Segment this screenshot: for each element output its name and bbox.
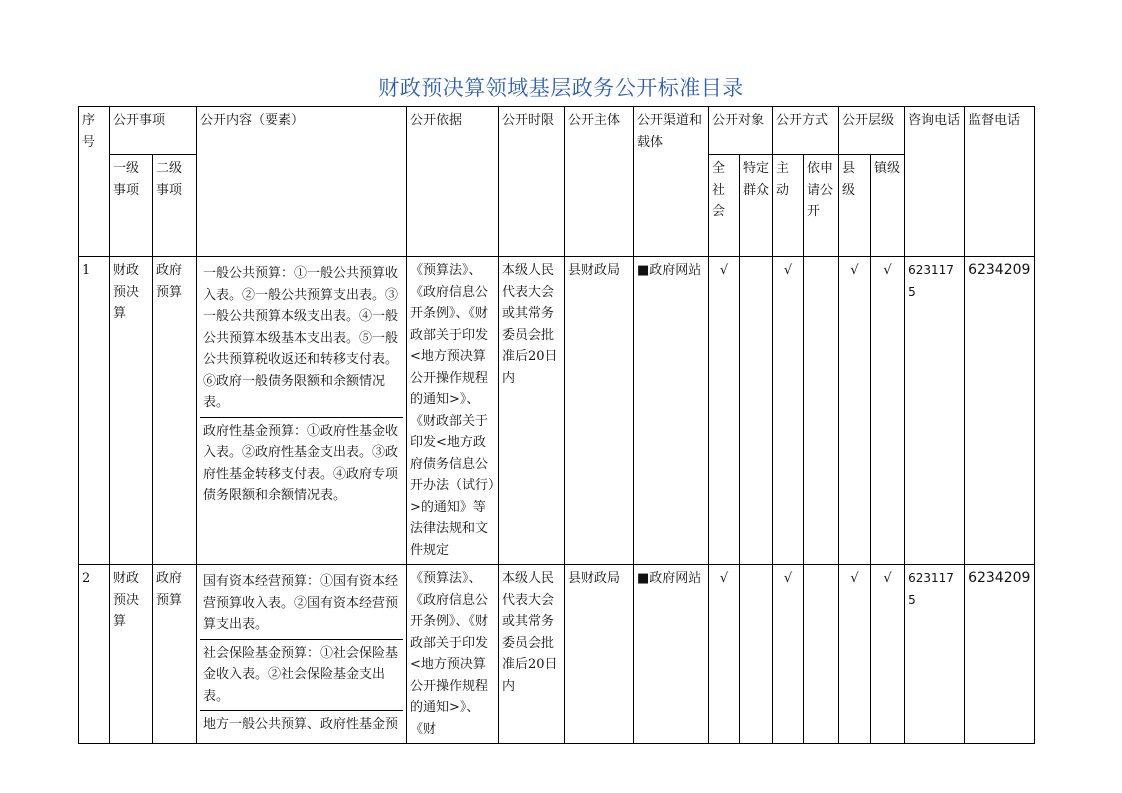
content-item: 政府性基金预算：①政府性基金收入表。②政府性基金支出表。③政府性基金转移支付表。④政府专项债务限额和余额情况表。 [200,417,403,510]
check-target-specific [740,257,773,565]
check-method-apply [804,257,839,565]
header-level2: 二级事项 [153,155,197,257]
header-method-apply: 依申请公开 [804,155,839,257]
row-seq: 2 [79,565,110,744]
row-channel: ■政府网站 [634,565,709,744]
header-content: 公开内容（要素） [197,107,407,257]
header-time: 公开时限 [499,107,565,257]
header-items: 公开事项 [110,107,197,155]
check-level-county: √ [839,565,871,744]
row-time: 本级人民代表大会或其常务委员会批准后20日内 [499,565,565,744]
header-target: 公开对象 [709,107,773,155]
header-row-1 [79,107,1035,155]
check-target-all: √ [709,565,740,744]
content-item: 社会保险基金预算：①社会保险基金收入表。②社会保险基金支出表。 [200,639,403,711]
page-title: 财政预决算领域基层政务公开标准目录 [378,76,744,100]
header-target-specific: 特定群众 [740,155,773,257]
row-level2: 政府预算 [153,565,197,744]
supervise-phone: 6234209 [965,565,1035,744]
content-item: 一般公共预算：①一般公共预算收入表。②一般公共预算支出表。③一般公共预算本级支出表。④一般公共预算本级基本支出表。⑤一般公共预算税收返还和转移支付表。⑥政府一般债务限额和余额情况表。 [203,266,399,410]
row-content [197,565,407,744]
content-item: 地方一般公共预算、政府性基金预 [200,710,403,739]
row-basis: 《预算法》、《政府信息公开条例》、《财政部关于印发<地方预决算公开操作规程的通知>》、《财政部关于印发<地方政府债务信息公开办法（试行）>的通知》等法律法规和文件规定 [407,257,499,565]
check-target-all: √ [709,257,740,565]
row-basis: 《预算法》、《政府信息公开条例》、《财政部关于印发<地方预决算公开操作规程的通知>》、《财 [407,565,499,744]
row-time: 本级人民代表大会或其常务委员会批准后20日内 [499,257,565,565]
header-consult: 咨询电话 [905,107,965,257]
row-seq: 1 [79,257,110,565]
check-method-active: √ [773,257,804,565]
row-level1: 财政预决算 [110,257,153,565]
header-level: 公开层级 [839,107,905,155]
header-level-town: 镇级 [871,155,905,257]
check-level-county: √ [839,257,871,565]
consult-phone: 6231175 [905,257,965,565]
check-method-active: √ [773,565,804,744]
header-supervise: 监督电话 [965,107,1035,257]
header-level-county: 县级 [839,155,871,257]
header-method-active: 主动 [773,155,804,257]
row-subject: 县财政局 [565,257,634,565]
check-level-town: √ [871,257,905,565]
table-row [79,565,1035,744]
consult-phone: 6231175 [905,565,965,744]
header-seq: 序号 [79,107,110,257]
check-method-apply [804,565,839,744]
check-level-town: √ [871,565,905,744]
directory-table [78,106,1035,744]
header-level1: 一级事项 [110,155,153,257]
check-target-specific [740,565,773,744]
content-item: 国有资本经营预算：①国有资本经营预算收入表。②国有资本经营预算支出表。 [203,574,399,632]
header-method: 公开方式 [773,107,839,155]
row-level1: 财政预决算 [110,565,153,744]
row-content [197,257,407,565]
row-channel: ■政府网站 [634,257,709,565]
header-channel: 公开渠道和载体 [634,107,709,257]
row-level2: 政府预算 [153,257,197,565]
header-target-all: 全社会 [709,155,740,257]
header-basis: 公开依据 [407,107,499,257]
header-subject: 公开主体 [565,107,634,257]
row-subject: 县财政局 [565,565,634,744]
table-row [79,257,1035,565]
supervise-phone: 6234209 [965,257,1035,565]
